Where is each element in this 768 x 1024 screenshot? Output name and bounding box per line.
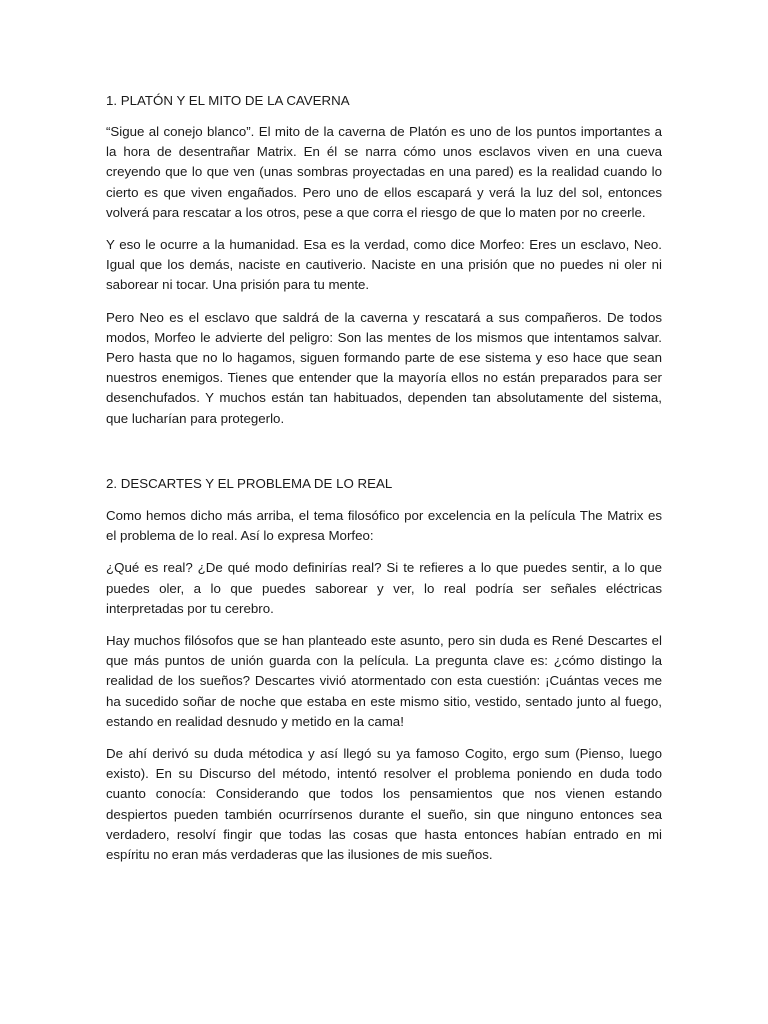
section-2-heading: 2. DESCARTES Y EL PROBLEMA DE LO REAL — [106, 476, 393, 491]
section-1-paragraph-2: Y eso le ocurre a la humanidad. Esa es la verdad, como dice Morfeo: Eres un esclavo, Neo. Igual que los demás, naciste en cautiverio. Naciste en una prisión que no puedes ni oler ni saborear ni tocar. Una prisión para tu mente. — [106, 237, 662, 293]
section-2-body — [106, 506, 662, 877]
section-2-paragraph-4: De ahí derivó su duda métodica y así llegó su ya famoso Cogito, ergo sum (Pienso, luego existo). En su Discurso del método, intentó resolver el problema poniendo en duda todo cuanto conocía: Considerando que todos los pensamientos que nos vienen estando despiertos pueden también ocurrírsenos durante el sueño, sin que ninguno entonces sea verdadero, resolví fingir que todas las cosas que hasta entonces habían entrado en mi espíritu no eran más verdaderas que las ilusiones de mis sueños. — [106, 746, 662, 863]
section-2-paragraph-3: Hay muchos filósofos que se han planteado este asunto, pero sin duda es René Descartes el que más puntos de unión guarda con la película. La pregunta clave es: ¿cómo distingo la realidad de los sueños? Descartes vivió atormentado con esta cuestión: ¡Cuántas veces me ha sucedido soñar de noche que estaba en este mismo sitio, vestido, sentado junto al fuego, estando en realidad desnudo y metido en la cama! — [106, 633, 662, 729]
section-1-paragraph-1: “Sigue al conejo blanco”. El mito de la caverna de Platón es uno de los puntos importantes a la hora de desentrañar Matrix. En él se narra cómo unos esclavos viven en una cueva creyendo que lo que ven (unas sombras proyectadas en una pared) es la realidad cuando lo cierto es que viven engañados. Pero uno de ellos escapará y verá la luz del sol, entonces volverá para rescatar a los otros, pese a que corra el riesgo de que lo maten por no creerle. — [106, 124, 662, 220]
section-2-paragraph-1: Como hemos dicho más arriba, el tema filosófico por excelencia en la película The Matrix es el problema de lo real. Así lo expresa Morfeo: — [106, 508, 662, 544]
section-2-paragraph-2: ¿Qué es real? ¿De qué modo definirías real? Si te refieres a lo que puedes sentir, a lo que puedes oler, a lo que puedes saborear y ver, lo real podría ser señales eléctricas interpretadas por tu cerebro. — [106, 560, 662, 616]
section-1-paragraph-3: Pero Neo es el esclavo que saldrá de la caverna y rescatará a sus compañeros. De todos modos, Morfeo le advierte del peligro: Son las mentes de los mismos que intentamos salvar. Pero hasta que no lo hagamos, siguen formando parte de ese sistema y eso hace que sean nuestros enemigos. Tienes que entender que la mayoría ellos no están preparados para ser desenchufados. Y muchos están tan habituados, dependen tan absolutamente del sistema, que lucharían para protegerlo. — [106, 309, 662, 426]
section-1-heading: 1. PLATÓN Y EL MITO DE LA CAVERNA — [106, 93, 350, 108]
section-1-body — [106, 122, 662, 441]
